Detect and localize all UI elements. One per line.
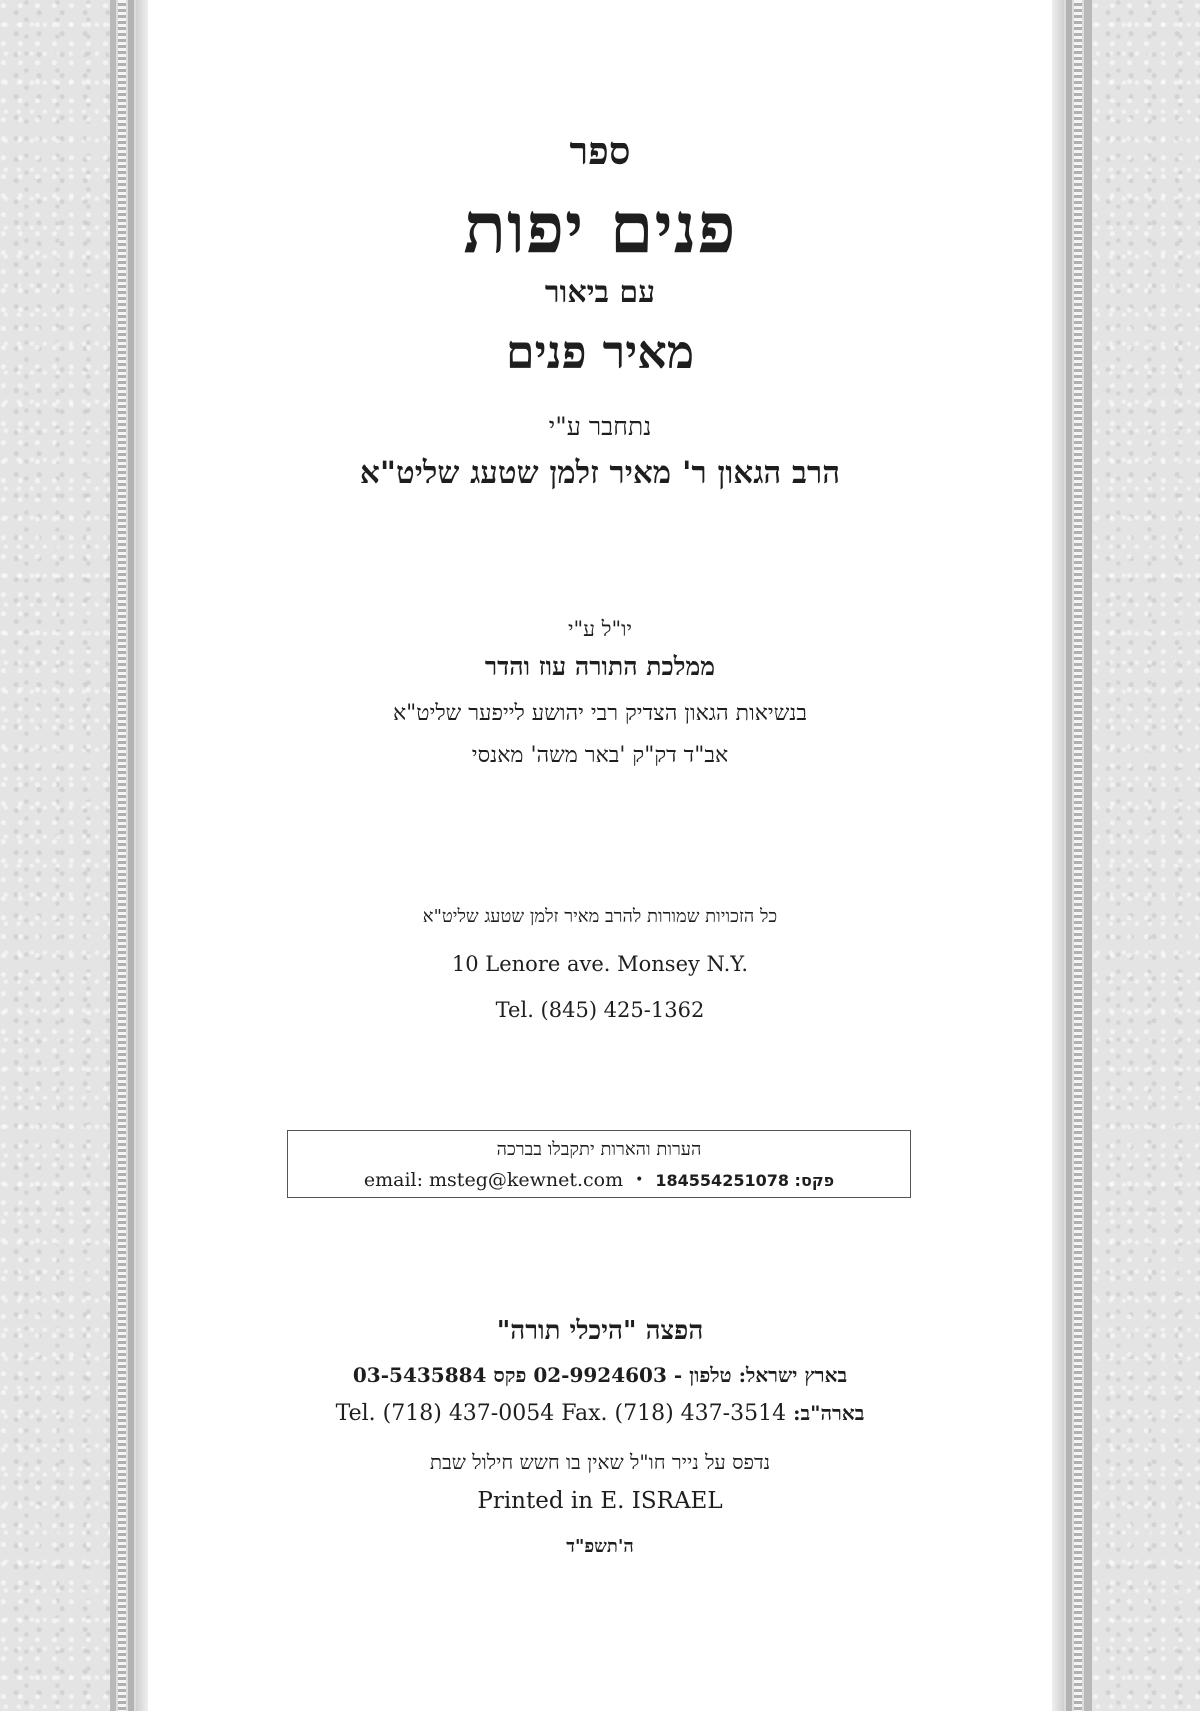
- distributor-name: הפצה "היכלי תורה": [496, 1316, 704, 1346]
- usa-contact-line: [148, 1401, 1052, 1426]
- fax-number: פקס: 184554251078: [655, 1171, 835, 1190]
- contact-row: [288, 1169, 910, 1191]
- publisher-organization: ממלכת התורה עוז והדר: [484, 652, 716, 681]
- comments-invitation: הערות והארות יתקבלו בברכה: [496, 1139, 702, 1160]
- usa-contact: Tel. (718) 437-0054 Fax. (718) 437-3514: [335, 1401, 787, 1426]
- right-border-line: [1066, 0, 1072, 1711]
- author-name: הרב הגאון ר' מאיר זלמן שטעג שליט"א: [359, 455, 841, 491]
- left-border-line: [110, 0, 116, 1711]
- author-phone: Tel. (845) 425-1362: [495, 998, 705, 1022]
- bullet-separator: •: [635, 1172, 644, 1188]
- book-title: פנים יפות: [463, 186, 737, 269]
- title-page: [148, 0, 1052, 1711]
- author-address: 10 Lenore ave. Monsey N.Y.: [451, 952, 749, 976]
- commentary-title: מאיר פנים: [505, 325, 695, 379]
- right-decorative-margin: [1092, 0, 1200, 1711]
- compiled-by-label: נתחבר ע"י: [548, 412, 652, 441]
- with-commentary-label: עם ביאור: [544, 275, 656, 310]
- publication-year: ה'תשפ"ד: [566, 1536, 634, 1557]
- left-decorative-margin: [0, 0, 110, 1711]
- right-border-dotted: [1074, 0, 1082, 1711]
- publisher-leadership-title: אב"ד דק"ק 'באר משה' מאנסי: [471, 743, 729, 768]
- right-border-shade: [1052, 0, 1064, 1711]
- book-prefix: ספר: [569, 128, 631, 173]
- publisher-leadership: בנשיאות הגאון הצדיק רבי יהושע לייפער שליט"א: [392, 701, 808, 726]
- published-by-label: יו"ל ע"י: [567, 617, 633, 641]
- paper-note: נדפס על נייר חו"ל שאין בו חשש חילול שבת: [429, 1450, 771, 1474]
- left-border-dotted: [118, 0, 126, 1711]
- usa-label: בארה"ב:: [793, 1401, 865, 1425]
- comments-notice-box: [287, 1130, 911, 1198]
- printed-in: Printed in E. ISRAEL: [477, 1488, 723, 1514]
- right-border-line: [1084, 0, 1092, 1711]
- email-address[interactable]: email: msteg@kewnet.com: [363, 1169, 624, 1191]
- israel-contact: בארץ ישראל: טלפון - 02-9924603 פקס 03-5435884: [352, 1363, 848, 1387]
- left-border-line: [128, 0, 134, 1711]
- left-border-shade: [136, 0, 148, 1711]
- copyright-notice: כל הזכויות שמורות להרב מאיר זלמן שטעג שליט"א: [422, 906, 778, 927]
